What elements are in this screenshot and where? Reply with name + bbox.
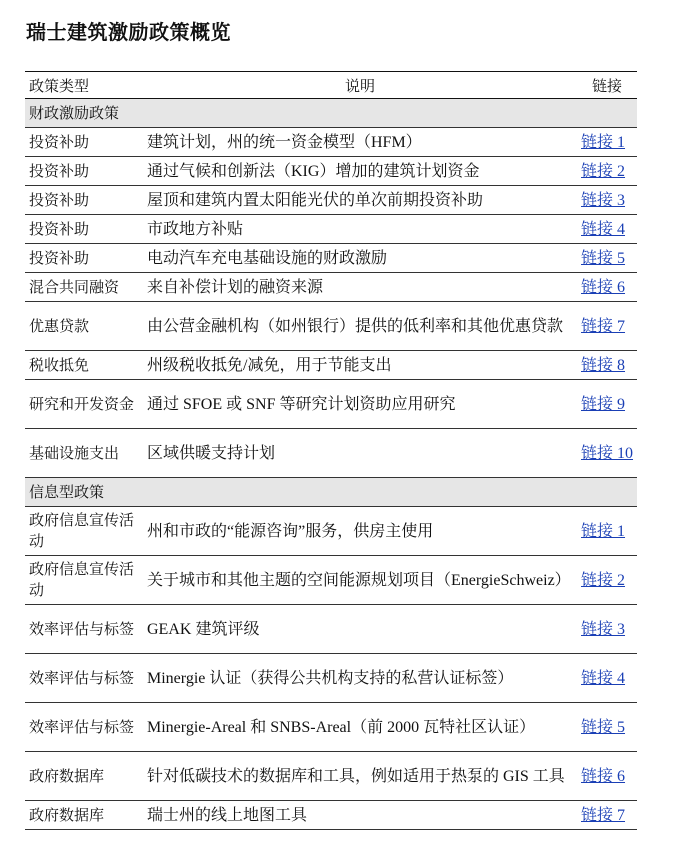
policy-type-cell: 政府数据库 — [25, 801, 143, 830]
policy-link[interactable]: 链接 6 — [581, 278, 626, 296]
policy-link[interactable]: 链接 9 — [581, 395, 626, 413]
table-row — [25, 273, 637, 302]
description-cell: Minergie 认证（获得公共机构支持的私营认证标签） — [143, 654, 577, 703]
policy-link[interactable]: 链接 3 — [581, 191, 626, 209]
page-title: 瑞士建筑激励政策概览 — [26, 20, 231, 44]
table-row — [25, 157, 637, 186]
policy-link[interactable]: 链接 8 — [581, 356, 626, 374]
header-policy-type: 政策类型 — [25, 72, 143, 99]
header-link: 链接 — [577, 72, 637, 99]
description-cell: 州级税收抵免/减免，用于节能支出 — [143, 351, 577, 380]
policy-link[interactable]: 链接 3 — [581, 620, 626, 638]
table-row — [25, 801, 637, 830]
table-row — [25, 507, 637, 556]
description-cell: 由公营金融机构（如州银行）提供的低利率和其他优惠贷款 — [143, 302, 577, 351]
policy-type-cell: 优惠贷款 — [25, 302, 143, 351]
description-cell: 通过 SFOE 或 SNF 等研究计划资助应用研究 — [143, 380, 577, 429]
policy-link[interactable]: 链接 1 — [581, 522, 626, 540]
table-row — [25, 703, 637, 752]
header-description: 说明 — [143, 72, 577, 99]
table-row — [25, 215, 637, 244]
policy-link[interactable]: 链接 7 — [581, 317, 626, 335]
table-row — [25, 429, 637, 478]
policy-link[interactable]: 链接 4 — [581, 669, 626, 687]
description-cell: 通过气候和创新法（KIG）增加的建筑计划资金 — [143, 157, 577, 186]
table-row — [25, 186, 637, 215]
policy-link[interactable]: 链接 5 — [581, 249, 626, 267]
description-cell: GEAK 建筑评级 — [143, 605, 577, 654]
table-row — [25, 128, 637, 157]
description-cell: 关于城市和其他主题的空间能源规划项目（EnergieSchweiz） — [143, 556, 577, 605]
table-row — [25, 244, 637, 273]
table-row — [25, 351, 637, 380]
policy-type-cell: 基础设施支出 — [25, 429, 143, 478]
policy-link[interactable]: 链接 2 — [581, 571, 626, 589]
policy-type-cell: 研究和开发资金 — [25, 380, 143, 429]
description-cell: 区域供暖支持计划 — [143, 429, 577, 478]
policy-type-cell: 效率评估与标签 — [25, 605, 143, 654]
table-row — [25, 556, 637, 605]
policy-link[interactable]: 链接 4 — [581, 220, 626, 238]
policy-type-cell: 投资补助 — [25, 128, 143, 157]
description-cell: 市政地方补贴 — [143, 215, 577, 244]
policy-type-cell: 税收抵免 — [25, 351, 143, 380]
policy-type-cell: 投资补助 — [25, 186, 143, 215]
table-row — [25, 380, 637, 429]
table-row — [25, 752, 637, 801]
policy-type-cell: 政府信息宣传活动 — [25, 556, 143, 605]
policy-link[interactable]: 链接 7 — [581, 806, 626, 824]
description-cell: 屋顶和建筑内置太阳能光伏的单次前期投资补助 — [143, 186, 577, 215]
policy-type-cell: 混合共同融资 — [25, 273, 143, 302]
description-cell: 电动汽车充电基础设施的财政激励 — [143, 244, 577, 273]
section-row-fiscal — [25, 99, 637, 128]
description-cell: 来自补偿计划的融资来源 — [143, 273, 577, 302]
section-label: 财政激励政策 — [25, 99, 143, 128]
policy-link[interactable]: 链接 1 — [581, 133, 626, 151]
policy-link[interactable]: 链接 10 — [581, 444, 634, 462]
table-row — [25, 302, 637, 351]
description-cell: 建筑计划，州的统一资金模型（HFM） — [143, 128, 577, 157]
policy-link[interactable]: 链接 5 — [581, 718, 626, 736]
policy-type-cell: 政府数据库 — [25, 752, 143, 801]
policy-type-cell: 效率评估与标签 — [25, 703, 143, 752]
policy-type-cell: 投资补助 — [25, 157, 143, 186]
table-row — [25, 605, 637, 654]
table-header-row — [25, 72, 637, 99]
description-cell: 州和市政的“能源咨询”服务，供房主使用 — [143, 507, 577, 556]
description-cell: Minergie-Areal 和 SNBS-Areal（前 2000 瓦特社区认证） — [143, 703, 577, 752]
policy-type-cell: 投资补助 — [25, 244, 143, 273]
policy-link[interactable]: 链接 2 — [581, 162, 626, 180]
policy-type-cell: 投资补助 — [25, 215, 143, 244]
policy-link[interactable]: 链接 6 — [581, 767, 626, 785]
description-cell: 瑞士州的线上地图工具 — [143, 801, 577, 830]
table-row — [25, 654, 637, 703]
section-label: 信息型政策 — [25, 478, 143, 507]
policy-type-cell: 政府信息宣传活动 — [25, 507, 143, 556]
policy-table — [25, 71, 637, 830]
policy-type-cell: 效率评估与标签 — [25, 654, 143, 703]
section-row-information — [25, 478, 637, 507]
description-cell: 针对低碳技术的数据库和工具，例如适用于热泵的 GIS 工具 — [143, 752, 577, 801]
